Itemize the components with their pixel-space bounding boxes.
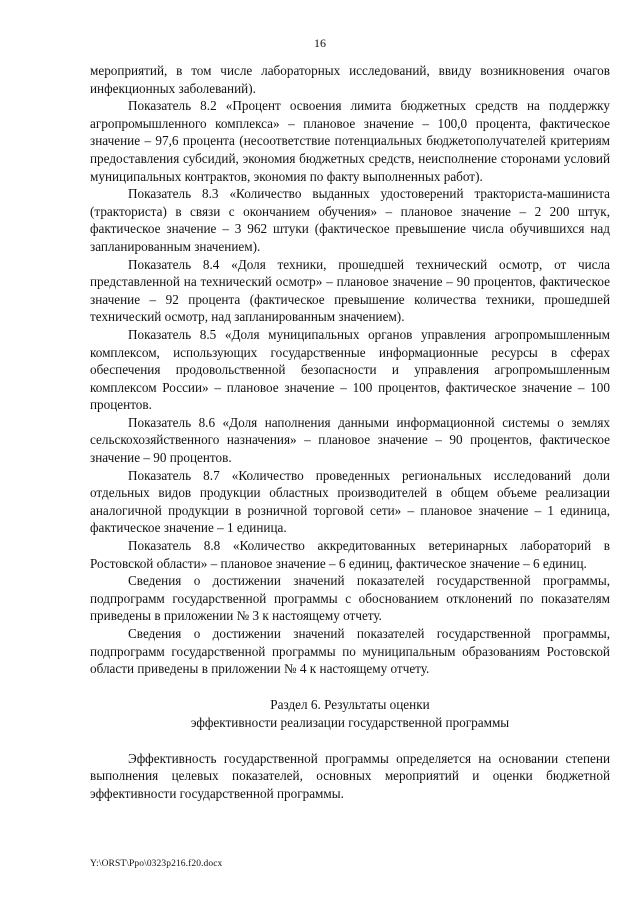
section-spacer-after [90, 732, 610, 750]
paragraph-continuation: мероприятий, в том числе лабораторных исследований, ввиду возникновения очагов инфекционных заболеваний). [90, 63, 610, 96]
section-heading-line-2: эффективности реализации государственной программы [190, 714, 510, 730]
paragraph-appendix-4: Сведения о достижении значений показателей государственной программы, подпрограмм государственной программы по муниципальным образованиям Ростовской области приведены в приложении № 4 к настоящему отчету. [90, 626, 610, 677]
paragraph-indicator-8-8: Показатель 8.8 «Количество аккредитованных ветеринарных лабораторий в Ростовской области» – плановое значение – 6 единиц, фактическое значение – 6 единиц. [90, 538, 610, 571]
paragraph-efficiency: Эффективность государственной программы определяется на основании степени выполнения целевых показателей, основных мероприятий и оценки бюджетной эффективности государственной программы. [90, 750, 610, 801]
section-spacer [90, 678, 610, 696]
paragraph-indicator-8-3: Показатель 8.3 «Количество выданных удостоверений тракториста-машиниста (тракториста) в связи с окончанием обучения» – плановое значение – 2 200 штук, фактическое значение – 3 962 штуки (фактическое превышение числа обучившихся над запланированным значением). [90, 186, 610, 254]
paragraph-indicator-8-5: Показатель 8.5 «Доля муниципальных органов управления агропромышленным комплексом, использующих государственные информационные ресурсы в сферах обеспечения продовольственной безопасности и управления агропромышленным комплексом России» – плановое значение – 100 процентов, фактическое значение – 100 процентов. [90, 326, 610, 413]
paragraph-appendix-3: Сведения о достижении значений показателей государственной программы, подпрограмм государственной программы с обоснованием отклонений по показателям приведены в приложении № 3 к настоящему отчету. [90, 573, 610, 624]
paragraph-indicator-8-2: Показатель 8.2 «Процент освоения лимита бюджетных средств на поддержку агропромышленного комплекса» – плановое значение – 100,0 процента, фактическое значение – 97,6 процента (несоответствие потенциальных бюджетополучателей критериям предоставления субсидий, экономия бюджетных средств, неисполнение сторонами условий муниципальных контрактов, экономия по факту выполненных работ). [90, 98, 610, 184]
paragraph-indicator-8-7: Показатель 8.7 «Количество проведенных региональных исследований доли отдельных видов продукции областных производителей в общем объеме реализации аналогичной продукции в розничной торговой сети» – плановое значение – 1 единица, фактическое значение – 1 единица. [90, 467, 610, 536]
paragraph-indicator-8-6: Показатель 8.6 «Доля наполнения данными информационной системы о землях сельскохозяйственного назначения» – плановое значение – 90 процентов, фактическое значение – 90 процентов. [90, 414, 610, 466]
page-number: 16 [314, 36, 326, 50]
paragraph-indicator-8-4: Показатель 8.4 «Доля техники, прошедшей технический осмотр, от числа представленной на технический осмотр» – плановое значение – 90 процентов, фактическое значение – 92 процента (фактическое превышение количества техники, прошедшей технический осмотр, над запланированным значением). [90, 256, 610, 325]
document-body [90, 62, 610, 803]
footer-file-path: Y:\ORST\Ppo\0323p216.f20.docx [90, 859, 223, 869]
section-heading-line-1: Раздел 6. Результаты оценки [270, 696, 430, 712]
